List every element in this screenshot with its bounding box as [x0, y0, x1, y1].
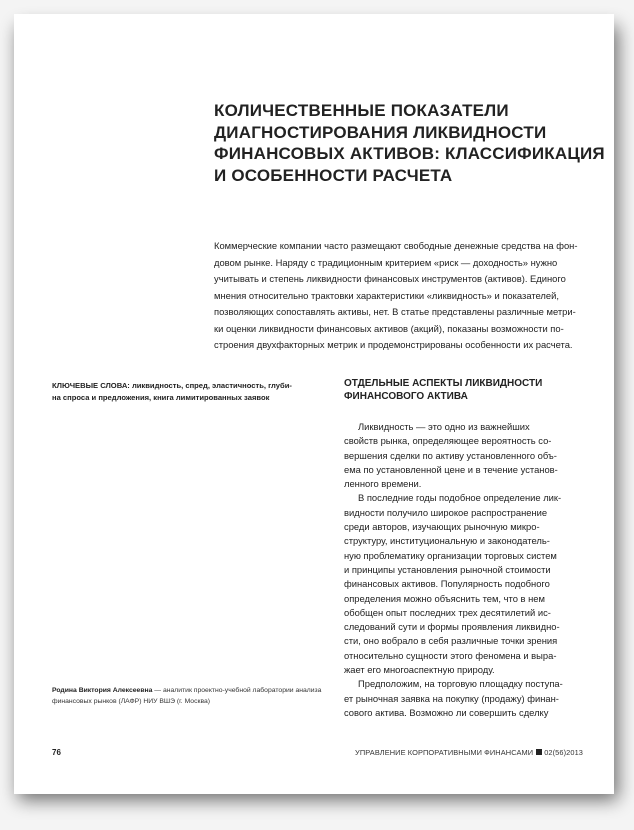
body-line: жает его многоаспектную природу.: [344, 664, 495, 676]
document-page: [14, 14, 614, 794]
author-line: [52, 685, 337, 696]
body-line: ет рыночная заявка на покупку (продажу) финан-: [344, 692, 559, 704]
page-number: 76: [52, 748, 61, 757]
journal-footer: [355, 748, 583, 757]
square-bullet-icon: [536, 749, 542, 755]
body-line: вершения сделки по активу установленного объ-: [344, 449, 557, 461]
author-affiliation: финансовых рынков (ЛАФР) НИУ ВШЭ (г. Москва): [52, 698, 211, 705]
body-line: и принципы установления рыночной стоимости: [344, 563, 551, 575]
article-title: [214, 100, 605, 186]
body-line: среди авторов, изучающих рыночную микро-: [344, 521, 540, 533]
title-line: ФИНАНСОВЫХ АКТИВОВ: КЛАССИФИКАЦИЯ: [214, 144, 605, 163]
title-line: ДИАГНОСТИРОВАНИЯ ЛИКВИДНОСТИ: [214, 122, 547, 142]
keywords-line: на спроса и предложения, книга лимитированных заявок: [52, 392, 270, 402]
body-line: видности получило широкое распространение: [344, 506, 548, 518]
body-line: относительно сущности этого феномена и выра-: [344, 649, 557, 661]
abstract-line: позволяющих сопоставлять активы, нет. В статье представлены различные метри-: [214, 306, 576, 317]
abstract-line: ки оценки ликвидности финансовых активов (акций), показаны возможности по-: [214, 322, 564, 334]
section-heading: [344, 378, 594, 403]
title-line: И ОСОБЕННОСТИ РАСЧЕТА: [214, 165, 453, 185]
author-info: [52, 685, 337, 707]
journal-issue: 02(56)2013: [544, 748, 583, 757]
body-line: Предположим, на торговую площадку поступа-: [358, 678, 563, 690]
journal-name: УПРАВЛЕНИЕ КОРПОРАТИВНЫМИ ФИНАНСАМИ: [355, 748, 534, 757]
abstract-line: довом рынке. Наряду с традиционным критерием «риск — доходность» нужно: [214, 256, 558, 268]
body-line: Ликвидность — это одно из важнейших: [358, 421, 530, 432]
keywords: [52, 380, 337, 403]
body-line: ную проблематику организации торговых систем: [344, 549, 557, 561]
body-line: следований сути и формы проявления ликвидно-: [344, 621, 560, 633]
body-line: определения можно объяснить тем, что в нем: [344, 592, 545, 604]
author-name: Родина Виктория Алексеевна: [52, 687, 153, 694]
body-line: обобщен опыт последних трех десятилетий ис-: [344, 606, 551, 618]
section-heading-line: ФИНАНСОВОГО АКТИВА: [344, 390, 468, 402]
body-text: [344, 420, 594, 720]
body-line: сового актива. Возможно ли совершить сделку: [344, 706, 549, 718]
body-line: ема по установленной цене и в течение установ-: [344, 463, 558, 475]
author-role: — аналитик проектно-учебной лаборатории анализа: [152, 687, 322, 694]
keywords-line: КЛЮЧЕВЫЕ СЛОВА: ликвидность, спред, эластичность, глуби-: [52, 381, 292, 390]
section-heading-line: ОТДЕЛЬНЫЕ АСПЕКТЫ ЛИКВИДНОСТИ: [344, 378, 543, 389]
body-line: финансовых активов. Популярность подобного: [344, 578, 550, 590]
abstract-line: мнения относительно трактовки характеристики «ликвидность» и показателей,: [214, 289, 559, 301]
body-line: структуру, институциональную и законодатель-: [344, 535, 550, 547]
body-line: В последние годы подобное определение лик-: [358, 492, 562, 504]
abstract: [214, 238, 586, 354]
abstract-line: учитывать и степень ликвидности финансовых инструментов (активов). Единого: [214, 273, 566, 284]
abstract-line: строения двухфакторных метрик и продемонстрированы особенности их расчета.: [214, 339, 573, 350]
body-line: сти, оно вобрало в себя различные точки зрения: [344, 635, 558, 647]
abstract-line: Коммерческие компании часто размещают свободные денежные средства на фон-: [214, 240, 578, 251]
body-line: свойств рынка, определяющее вероятность со-: [344, 435, 552, 447]
body-line: ленного времени.: [344, 478, 422, 490]
title-line: КОЛИЧЕСТВЕННЫЕ ПОКАЗАТЕЛИ: [214, 101, 509, 120]
